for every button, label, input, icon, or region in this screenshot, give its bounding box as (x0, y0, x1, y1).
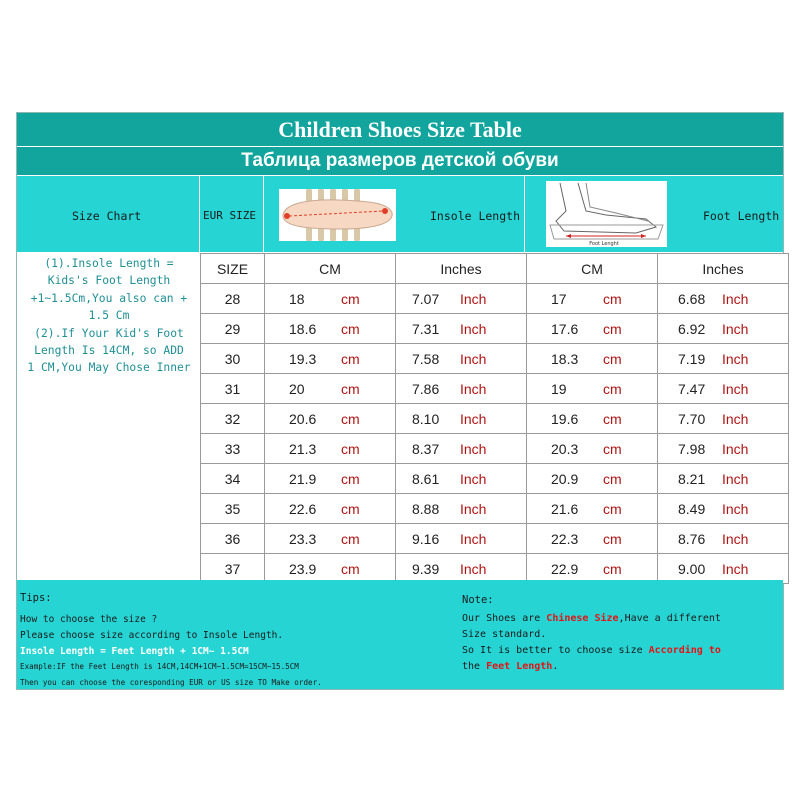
foot-cm-cell (527, 464, 658, 494)
tips-heading: Tips: (20, 592, 52, 604)
foot-inch-cell (658, 554, 789, 584)
insole-measure-icon (279, 189, 396, 241)
table-row (201, 314, 789, 344)
foot-pic-caption: Foot Lenght (589, 241, 619, 247)
foot-inch-cell-unit: Inch (722, 560, 749, 577)
eur-size-cell: 30 (201, 344, 265, 374)
insole-inch-cell (396, 374, 527, 404)
foot-cm-cell-unit: cm (603, 410, 622, 427)
insole-inch-cell (396, 404, 527, 434)
insole-cm-cell-value: 21.3 (289, 440, 317, 457)
insole-inch-cell-value: 8.37 (412, 440, 440, 457)
foot-inch-cell-value: 9.00 (678, 560, 706, 577)
note-line-3 (462, 645, 721, 656)
foot-inch-cell (658, 434, 789, 464)
insole-inch-cell-unit: Inch (460, 320, 487, 337)
insole-cm-cell-unit: cm (341, 530, 360, 547)
foot-cm-cell-unit: cm (603, 290, 622, 307)
foot-cm-cell (527, 314, 658, 344)
foot-inch-cell-unit: Inch (722, 470, 749, 487)
left-note-line: (2).If Your Kid's Foot (34, 326, 184, 340)
insole-inch-cell-value: 8.61 (412, 470, 440, 487)
foot-cm-cell-value: 17.6 (551, 320, 579, 337)
insole-cm-cell-unit: cm (341, 290, 360, 307)
foot-cm-cell-value: 20.9 (551, 470, 579, 487)
note-text: the (462, 661, 487, 672)
insole-inch-cell-unit: Inch (460, 530, 487, 547)
foot-cm-cell (527, 554, 658, 584)
foot-inch-cell (658, 374, 789, 404)
foot-cm-cell-unit: cm (603, 320, 622, 337)
insole-inch-cell (396, 314, 527, 344)
insole-cm-cell-value: 22.6 (289, 500, 317, 517)
foot-cm-cell (527, 524, 658, 554)
insole-cm-cell (265, 404, 396, 434)
insole-inch-cell-unit: Inch (460, 290, 487, 307)
table-row (201, 434, 789, 464)
table-row (201, 554, 789, 584)
foot-cm-cell-unit: cm (603, 380, 622, 397)
insole-cm-cell-value: 23.9 (289, 560, 317, 577)
foot-inch-cell-unit: Inch (722, 440, 749, 457)
note-line-2: Size standard. (462, 629, 547, 640)
foot-inch-cell-unit: Inch (722, 380, 749, 397)
note-highlight: Chinese Size (546, 613, 619, 624)
insole-inch-cell (396, 284, 527, 314)
insole-inch-cell (396, 494, 527, 524)
foot-inch-cell-value: 8.76 (678, 530, 706, 547)
insole-cm-cell (265, 284, 396, 314)
foot-inch-cell-value: 8.21 (678, 470, 706, 487)
foot-inch-cell (658, 524, 789, 554)
table-row (201, 494, 789, 524)
foot-cm-cell-unit: cm (603, 350, 622, 367)
insole-cm-cell-value: 18.6 (289, 320, 317, 337)
table-row (201, 284, 789, 314)
eur-size-cell: 34 (201, 464, 265, 494)
title-english: Children Shoes Size Table (17, 113, 783, 146)
insole-inch-cell-unit: Inch (460, 350, 487, 367)
insole-cm-cell-value: 20.6 (289, 410, 317, 427)
size-table (200, 253, 789, 584)
insole-cm-cell-value: 21.9 (289, 470, 317, 487)
insole-cm-cell-value: 20 (289, 380, 305, 397)
foot-inch-cell-unit: Inch (722, 320, 749, 337)
foot-inch-cell-value: 6.68 (678, 290, 706, 307)
eur-size-cell: 36 (201, 524, 265, 554)
eur-size-cell: 28 (201, 284, 265, 314)
insole-cm-cell-unit: cm (341, 560, 360, 577)
insole-inch-cell-value: 9.16 (412, 530, 440, 547)
insole-inch-cell-unit: Inch (460, 470, 487, 487)
foot-cm-cell-value: 20.3 (551, 440, 579, 457)
insole-inch-cell-value: 7.58 (412, 350, 440, 367)
foot-inches-header: Inches (658, 254, 789, 284)
foot-inch-cell-value: 6.92 (678, 320, 706, 337)
left-note-line: 1 CM,You May Chose Inner (27, 361, 191, 375)
insole-inch-cell-unit: Inch (460, 410, 487, 427)
insole-inch-cell-value: 7.86 (412, 380, 440, 397)
table-row (201, 344, 789, 374)
insole-inch-cell (396, 464, 527, 494)
insole-cm-cell (265, 434, 396, 464)
note-highlight: According to (648, 645, 721, 656)
insole-inch-cell-unit: Inch (460, 560, 487, 577)
foot-measure-icon (546, 181, 667, 247)
note-highlight: Feet Length (486, 661, 553, 672)
note-text: Our Shoes are (462, 613, 547, 624)
foot-inch-cell-value: 7.70 (678, 410, 706, 427)
foot-cm-cell-value: 21.6 (551, 500, 579, 517)
foot-cm-cell-value: 19.6 (551, 410, 579, 427)
insole-cm-cell-value: 18 (289, 290, 305, 307)
insole-cm-cell-unit: cm (341, 350, 360, 367)
eur-size-cell: 37 (201, 554, 265, 584)
foot-cm-cell-unit: cm (603, 500, 622, 517)
insole-cm-cell (265, 344, 396, 374)
insole-cm-cell (265, 314, 396, 344)
table-row (201, 464, 789, 494)
eur-size-cell: 31 (201, 374, 265, 404)
size-chart-label: Size Chart (72, 209, 142, 223)
foot-cm-cell-value: 19 (551, 380, 567, 397)
insole-inch-cell-value: 8.88 (412, 500, 440, 517)
note-text: . (552, 661, 559, 672)
foot-cm-cell (527, 344, 658, 374)
eur-size-cell: 35 (201, 494, 265, 524)
foot-cm-cell-value: 22.3 (551, 530, 579, 547)
insole-cm-cell-unit: cm (341, 320, 360, 337)
left-note-line: Kids's Foot Length (47, 274, 171, 288)
table-row (201, 404, 789, 434)
foot-inch-cell-unit: Inch (722, 530, 749, 547)
insole-inch-cell-value: 7.31 (412, 320, 440, 337)
title-russian: Таблица размеров детской обуви (17, 147, 783, 175)
foot-inch-cell-unit: Inch (722, 350, 749, 367)
foot-cm-cell-value: 22.9 (551, 560, 579, 577)
insole-cm-header: CM (265, 254, 396, 284)
foot-cm-cell-unit: cm (603, 440, 622, 457)
foot-cm-cell-value: 17 (551, 290, 567, 307)
size-column-header: SIZE (201, 254, 265, 284)
insole-inch-cell (396, 434, 527, 464)
left-size-note (19, 255, 199, 377)
foot-inch-cell-unit: Inch (722, 410, 749, 427)
foot-inch-cell-unit: Inch (722, 290, 749, 307)
insole-inch-cell (396, 344, 527, 374)
note-heading: Note: (462, 594, 494, 606)
tips-line-2: Please choose size according to Insole Length. (20, 630, 284, 641)
note-text: So It is better to choose size (462, 645, 649, 656)
left-note-line: (1).Insole Length = (44, 257, 174, 270)
foot-cm-cell (527, 374, 658, 404)
note-line-4 (462, 661, 558, 672)
insole-cm-cell (265, 374, 396, 404)
insole-cm-cell-unit: cm (341, 380, 360, 397)
foot-cm-cell-value: 18.3 (551, 350, 579, 367)
insole-inch-cell (396, 554, 527, 584)
insole-inch-cell-value: 9.39 (412, 560, 440, 577)
insole-inch-cell-value: 7.07 (412, 290, 440, 307)
left-note-line: Length Is 14CM, so ADD (34, 344, 184, 358)
eur-size-cell: 33 (201, 434, 265, 464)
foot-inch-cell-unit: Inch (722, 500, 749, 517)
foot-inch-cell (658, 494, 789, 524)
foot-inch-cell-value: 8.49 (678, 500, 706, 517)
insole-cm-cell-unit: cm (341, 410, 360, 427)
insole-cm-cell-value: 19.3 (289, 350, 317, 367)
foot-inch-cell (658, 344, 789, 374)
foot-inch-cell (658, 314, 789, 344)
insole-inch-cell (396, 524, 527, 554)
table-row (201, 524, 789, 554)
foot-cm-cell-unit: cm (603, 560, 622, 577)
table-subheader-row (201, 254, 789, 284)
tips-last-line: Then you can choose the coresponding EUR or US size TO Make order. (20, 678, 322, 687)
insole-inch-cell-unit: Inch (460, 440, 487, 457)
insole-inches-header: Inches (396, 254, 527, 284)
foot-inch-cell-value: 7.47 (678, 380, 706, 397)
insole-cm-cell (265, 464, 396, 494)
foot-length-label: Foot Length (703, 209, 780, 223)
left-note-line: 1.5 Cm (88, 309, 130, 323)
foot-cm-cell (527, 284, 658, 314)
insole-inch-cell-unit: Inch (460, 500, 487, 517)
foot-cm-cell (527, 404, 658, 434)
insole-cm-cell-unit: cm (341, 500, 360, 517)
note-line-1 (462, 613, 721, 624)
eur-size-label: EUR SIZE (203, 209, 256, 222)
eur-size-cell: 32 (201, 404, 265, 434)
insole-cm-cell-value: 23.3 (289, 530, 317, 547)
foot-inch-cell-value: 7.98 (678, 440, 706, 457)
foot-cm-cell-unit: cm (603, 530, 622, 547)
insole-cm-cell (265, 554, 396, 584)
foot-cm-cell (527, 434, 658, 464)
insole-inch-cell-unit: Inch (460, 380, 487, 397)
tips-example: Example:IF the Feet Length is 14CM,14CM+1CM~1.5CM=15CM~15.5CM (20, 662, 299, 671)
foot-cm-cell (527, 494, 658, 524)
foot-inch-cell (658, 464, 789, 494)
insole-cm-cell-unit: cm (341, 440, 360, 457)
foot-inch-cell (658, 284, 789, 314)
foot-inch-cell-value: 7.19 (678, 350, 706, 367)
insole-cm-cell (265, 524, 396, 554)
tips-line-1: How to choose the size ? (20, 614, 158, 625)
foot-inch-cell (658, 404, 789, 434)
foot-cm-header: CM (527, 254, 658, 284)
insole-length-label: Insole Length (430, 209, 521, 223)
eur-size-cell: 29 (201, 314, 265, 344)
note-text: ,Have a different (618, 613, 721, 624)
insole-cm-cell (265, 494, 396, 524)
table-row (201, 374, 789, 404)
foot-cm-cell-unit: cm (603, 470, 622, 487)
left-note-line: +1~1.5Cm,You also can + (30, 291, 188, 305)
insole-inch-cell-value: 8.10 (412, 410, 440, 427)
tips-formula: Insole Length = Feet Length + 1CM~ 1.5CM (20, 646, 249, 657)
insole-cm-cell-unit: cm (341, 470, 360, 487)
